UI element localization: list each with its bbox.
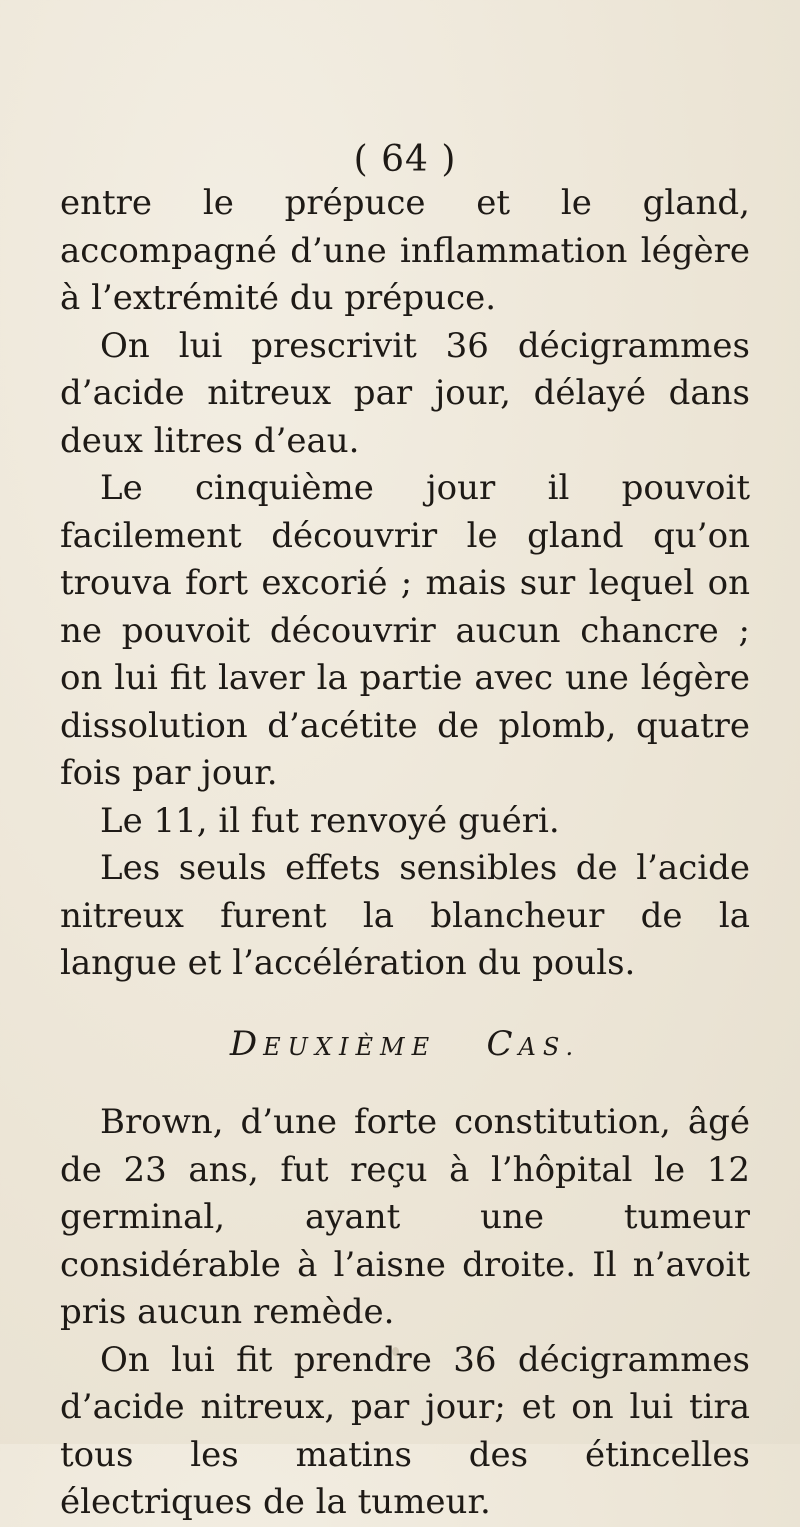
heading-initial: D — [229, 1023, 264, 1064]
book-page — [60, 140, 750, 1527]
paragraph: On lui prescrivit 36 décigrammes d’acide nitreux par jour, délayé dans deux litres d’eau. — [60, 325, 750, 461]
section-heading — [60, 1021, 750, 1072]
ink-spot — [392, 1347, 399, 1356]
paragraph: Le 11, il fut renvoyé guéri. — [100, 800, 560, 841]
heading-rest: AS. — [518, 1032, 581, 1061]
paragraph: On lui fit prendre 36 décigrammes d’acide nitreux, par jour; et on lui tira tous les matins des étincelles électriques de la tumeur. — [60, 1339, 750, 1522]
paragraph: Les seuls effets sensibles de l’acide nitreux furent la blancheur de la langue et l’accélération du pouls. — [60, 848, 750, 983]
paragraph: entre le prépuce et le gland, accompagné d’une inflammation légère à l’extrémité du prépuce. — [60, 183, 750, 318]
paragraph: Brown, d’une forte constitution, âgé de 23 ans, fut reçu à l’hôpital le 12 germinal, ayant une tumeur considérable à l’aisne droite. Il n’avoit pris aucun remède. — [60, 1102, 750, 1332]
paragraph: Le cinquième jour il pouvoit facilement découvrir le gland qu’on trouva fort excorié ; mais sur lequel on ne pouvoit découvrir aucun chancre ; on lui fit laver la partie avec une légère dissolution d’acétite de plomb, quatre fois par jour. — [60, 468, 750, 793]
heading-initial: C — [486, 1023, 519, 1064]
heading-rest: EUXIÈME — [263, 1032, 437, 1061]
body-text-before — [60, 180, 750, 988]
page-number: ( 64 ) — [353, 139, 457, 180]
body-text-after — [60, 1099, 750, 1527]
